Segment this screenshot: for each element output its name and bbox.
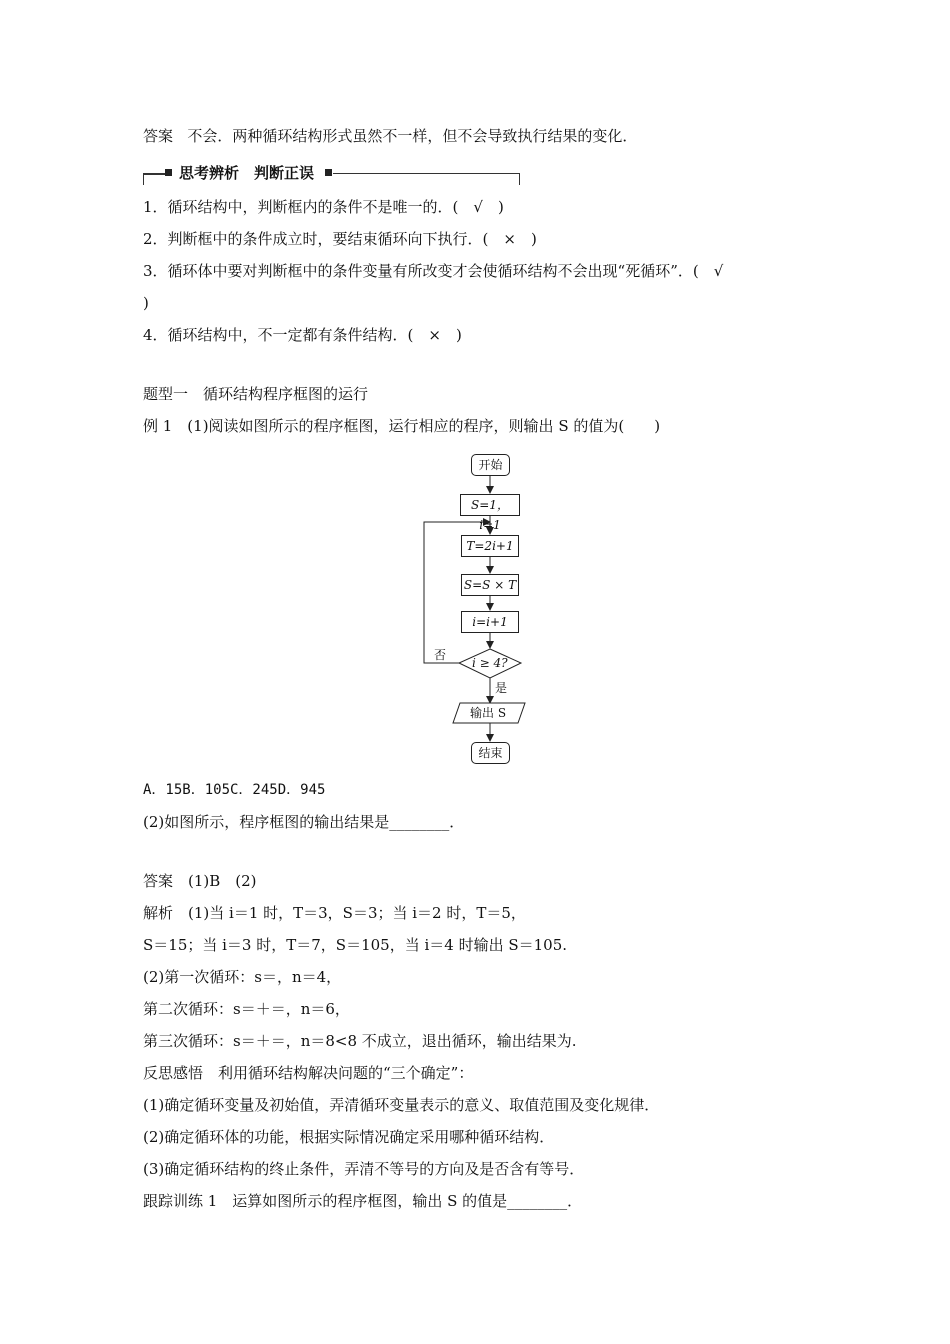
section-box-title: 思考辨析 判断正误: [179, 164, 315, 182]
judgment-2: 2．判断框中的条件成立时，要结束循环向下执行．( × ): [143, 230, 537, 248]
judgment-3-cont: ): [143, 294, 149, 312]
topic-title: 题型一 循环结构程序框图的运行: [143, 385, 369, 403]
analysis-5: 第三次循环：s＝＋＝，n＝8<8 不成立，退出循环，输出结果为.: [143, 1032, 577, 1050]
judgment-4: 4．循环结构中，不一定都有条件结构．( × ): [143, 326, 462, 344]
box-dot-left: [165, 169, 172, 176]
analysis-3: (2)第一次循环：s＝，n＝4，: [143, 968, 342, 986]
flow-output: 输出 S: [470, 706, 507, 720]
reflection-title: 反思感悟 利用循环结构解决问题的“三个确定”：: [143, 1064, 474, 1082]
answer-label: 答案: [143, 127, 174, 145]
answer-2: 答案 (1)B (2): [143, 872, 257, 890]
judgment-3: 3．循环体中要对判断框中的条件变量有所改变才会使循环结构不会出现“死循环”．( √: [143, 262, 724, 280]
section-box-header: [143, 163, 521, 185]
flow-step-i: i=i+1: [461, 611, 519, 633]
flow-yes-label: 是: [495, 681, 508, 695]
reflection-2: (2)确定循环体的功能，根据实际情况确定采用哪种循环结构．: [143, 1128, 555, 1146]
part-2: (2)如图所示，程序框图的输出结果是________．: [143, 813, 465, 831]
flow-end: 结束: [471, 742, 510, 764]
box-rule-left: [143, 173, 165, 175]
analysis-4: 第二次循环：s＝＋＝，n＝6，: [143, 1000, 350, 1018]
answer-line: [143, 126, 637, 146]
analysis-1: 解析 (1)当 i＝1 时，T＝3，S＝3；当 i＝2 时，T＝5，: [143, 904, 526, 922]
flow-step-t: T=2i+1: [461, 535, 519, 557]
answer-text: 不会．两种循环结构形式虽然不一样，但不会导致执行结果的变化．: [187, 127, 638, 145]
example-1: 例 1 (1)阅读如图所示的程序框图，运行相应的程序，则输出 S 的值为( ): [143, 417, 661, 435]
box-corner-right: [519, 173, 520, 185]
analysis-2: S＝15；当 i＝3 时，T＝7，S＝105，当 i＝4 时输出 S＝105.: [143, 936, 568, 954]
judgment-1: 1．循环结构中，判断框内的条件不是唯一的．( √ ): [143, 198, 504, 216]
flow-init: S=1，i=1: [460, 494, 520, 516]
box-dot-right: [325, 169, 332, 176]
reflection-3: (3)确定循环结构的终止条件，弄清不等号的方向及是否含有等号．: [143, 1160, 585, 1178]
training-1: 跟踪训练 1 运算如图所示的程序框图，输出 S 的值是________．: [143, 1192, 583, 1210]
flow-start: 开始: [471, 454, 510, 476]
flowchart: [410, 450, 580, 770]
reflection-1: (1)确定循环变量及初始值，弄清循环变量表示的意义、取值范围及变化规律．: [143, 1096, 660, 1114]
flow-step-s: S=S × T: [461, 574, 519, 596]
flow-condition: i ≥ 4?: [472, 656, 508, 670]
box-rule-right: [333, 173, 519, 174]
flow-no-label: 否: [434, 648, 447, 662]
options-line: A．15B．105C．245D．945: [143, 782, 326, 798]
